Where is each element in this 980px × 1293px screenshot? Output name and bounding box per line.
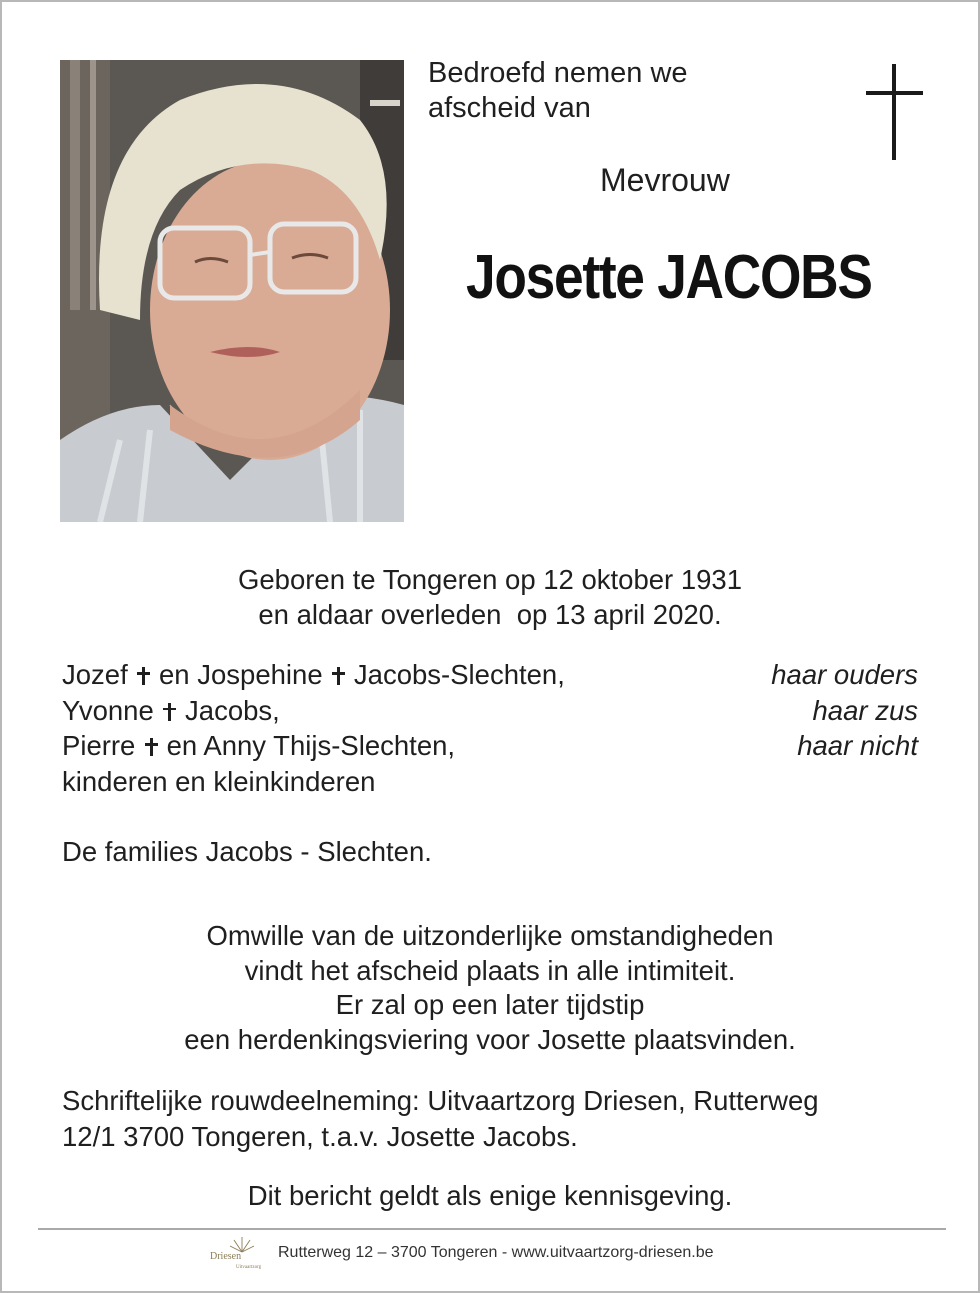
family-row-parents	[62, 657, 918, 693]
notice-line: een herdenkingsviering voor Josette plaatsvinden.	[184, 1023, 796, 1055]
birth-line: Geboren te Tongeren op 12 oktober 1931	[237, 564, 743, 595]
small-cross-icon	[145, 738, 157, 756]
notice-line: Omwille van de uitzonderlijke omstandigheden	[206, 920, 774, 951]
family-row-sister	[62, 693, 918, 729]
logo-subtext: Uitvaartzorg	[236, 1265, 262, 1270]
family-children: kinderen en kleinkinderen	[62, 765, 376, 797]
family-names: Jozef en Jospehine Jacobs-Slechten,	[62, 659, 565, 690]
intro-text	[428, 56, 688, 126]
family-list	[62, 657, 918, 799]
condolence-address	[62, 1083, 819, 1154]
deceased-name: Josette JACOBS	[466, 243, 872, 312]
death-line: en aldaar overleden op 13 april 2020.	[258, 598, 722, 630]
ceremony-notice	[2, 919, 978, 1057]
families-line: De families Jacobs - Slechten.	[62, 836, 432, 867]
footer-divider	[38, 1228, 946, 1230]
funeral-home-logo	[208, 1235, 266, 1271]
footer-contact: Rutterweg 12 – 3700 Tongeren - www.uitvaartzorg-driesen.be	[278, 1244, 714, 1261]
condolence-line-2: 12/1 3700 Tongeren, t.a.v. Josette Jacobs.	[62, 1120, 578, 1152]
family-role: haar nicht	[797, 730, 918, 761]
family-names: Pierre en Anny Thijs-Slechten,	[62, 730, 456, 761]
intro-line-2: afscheid van	[428, 92, 591, 124]
honorific-title: Mevrouw	[600, 162, 730, 198]
family-row-niece	[62, 728, 918, 764]
small-cross-icon	[163, 703, 175, 721]
condolence-line-1: Schriftelijke rouwdeelneming: Uitvaartzorg Driesen, Rutterweg	[62, 1085, 819, 1116]
small-cross-icon	[332, 667, 344, 685]
family-role: haar zus	[812, 694, 918, 726]
cross-icon	[866, 64, 924, 162]
life-dates	[2, 563, 978, 632]
portrait-photo	[60, 60, 404, 522]
notice-line: vindt het afscheid plaats in alle intimiteit.	[244, 954, 736, 986]
family-role: haar ouders	[771, 659, 918, 690]
family-names: Yvonne Jacobs,	[62, 694, 280, 726]
notice-line: Er zal op een later tijdstip	[335, 989, 645, 1020]
logo-text: Driesen	[210, 1251, 242, 1262]
intro-line-1: Bedroefd nemen we	[428, 57, 688, 89]
small-cross-icon	[137, 667, 149, 685]
portrait-image	[60, 60, 404, 522]
closing-line: Dit bericht geldt als enige kennisgeving.	[247, 1180, 733, 1211]
